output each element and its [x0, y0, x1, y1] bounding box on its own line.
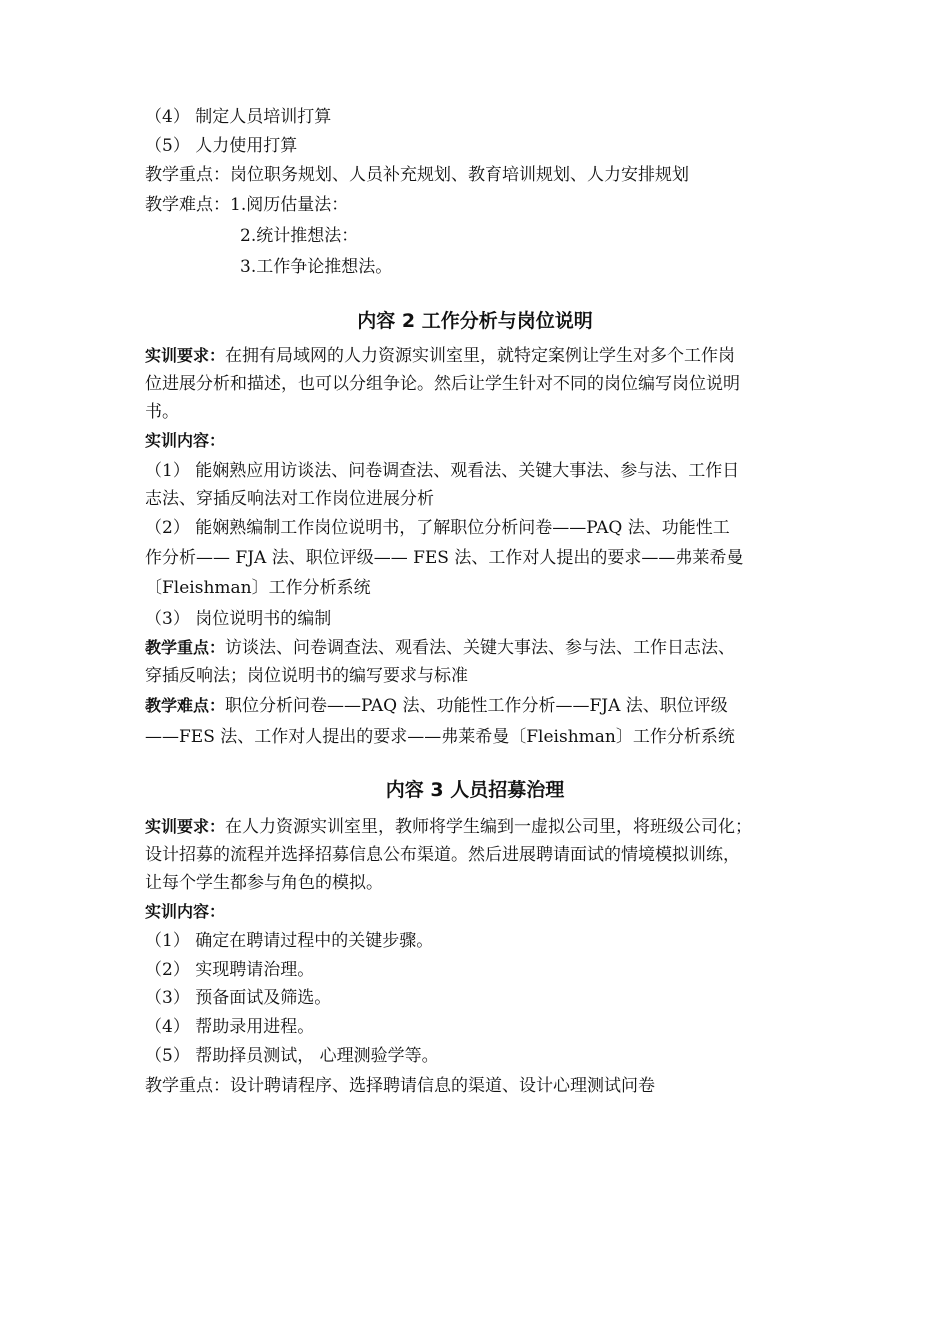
content-item: （3） 岗位说明书的编制	[145, 609, 332, 629]
content-item: （2） 实现聘请治理。	[145, 960, 315, 980]
content-item: 〔Fleishman〕工作分析系统	[145, 578, 371, 598]
requirement-text: 设计招募的流程并选择招募信息公布渠道。然后进展聘请面试的情境模拟训练，	[145, 845, 740, 865]
requirement-label: 实训要求：	[145, 346, 226, 365]
requirement-text: 在人力资源实训室里，教师将学生编到一虚拟公司里，将班级公司化；	[225, 817, 753, 837]
content-item: （3） 预备面试及筛选。	[145, 988, 332, 1008]
difficulty-label: 教学难点：	[145, 696, 226, 715]
content-item: 志法、穿插反响法对工作岗位进展分析	[145, 489, 434, 509]
focus-label: 教学重点：	[145, 638, 226, 657]
content-item: （4） 帮助录用进程。	[145, 1017, 315, 1037]
requirement-text: 位进展分析和描述，也可以分组争论。然后让学生针对不同的岗位编写岗位说明	[145, 374, 740, 394]
content-item: 作分析—— FJA 法、职位评级—— FES 法、工作对人提出的要求——弗莱希曼	[145, 548, 744, 568]
teaching-focus: 教学重点：设计聘请程序、选择聘请信息的渠道、设计心理测试问卷	[145, 1076, 655, 1096]
difficulty-item: 3.工作争论推想法。	[240, 257, 393, 277]
section-heading: 内容 3 人员招募治理	[385, 779, 565, 801]
teaching-focus	[145, 634, 815, 662]
difficulty-text: ——FES 法、工作对人提出的要求——弗莱希曼〔Fleishman〕工作分析系统	[145, 727, 735, 747]
requirement-paragraph	[145, 813, 815, 841]
teaching-difficulty: 教学难点：1.阅历估量法：	[145, 195, 349, 215]
teaching-focus: 教学重点：岗位职务规划、人员补充规划、教育培训规划、人力安排规划	[145, 165, 689, 185]
content-label: 实训内容：	[145, 431, 226, 450]
section-heading: 内容 2 工作分析与岗位说明	[357, 310, 593, 332]
content-item: （2） 能娴熟编制工作岗位说明书，了解职位分析问卷——PAQ 法、功能性工	[145, 518, 730, 538]
requirement-text: 书。	[145, 402, 179, 422]
focus-text: 穿插反响法；岗位说明书的编写要求与标准	[145, 666, 468, 686]
requirement-label: 实训要求：	[145, 817, 226, 836]
training-plan-item: （4） 制定人员培训打算	[145, 107, 332, 127]
content-item: （5） 帮助择员测试， 心理测验学等。	[145, 1046, 439, 1066]
difficulty-item: 2.统计推想法：	[240, 226, 359, 246]
requirement-paragraph	[145, 342, 815, 370]
content-item: （1） 能娴熟应用访谈法、问卷调查法、观看法、关键大事法、参与法、工作日	[145, 461, 740, 481]
content-label: 实训内容：	[145, 902, 226, 921]
teaching-difficulty	[145, 692, 815, 720]
requirement-text: 让每个学生都参与角色的模拟。	[145, 873, 383, 893]
manpower-plan-item: （5） 人力使用打算	[145, 136, 298, 156]
content-item: （1） 确定在聘请过程中的关键步骤。	[145, 931, 434, 951]
focus-text: 访谈法、问卷调查法、观看法、关键大事法、参与法、工作日志法、	[225, 638, 736, 658]
requirement-text: 在拥有局域网的人力资源实训室里，就特定案例让学生对多个工作岗	[225, 346, 736, 366]
difficulty-text: 职位分析问卷——PAQ 法、功能性工作分析——FJA 法、职位评级	[225, 696, 728, 716]
